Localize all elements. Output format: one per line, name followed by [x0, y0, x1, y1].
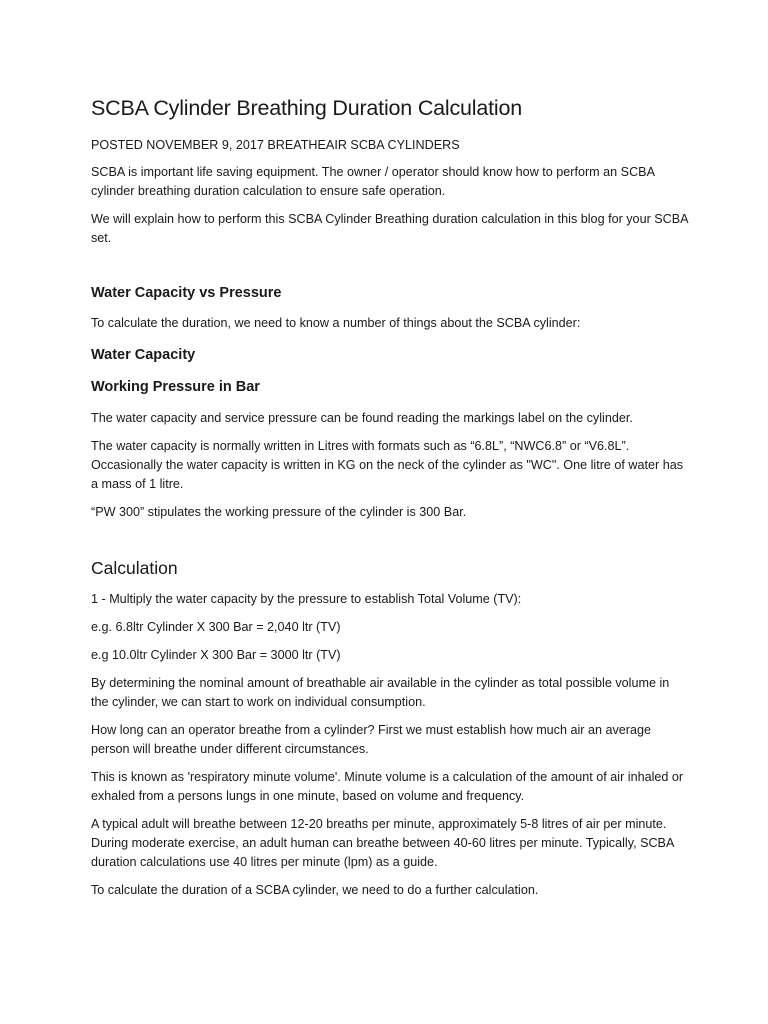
calc-paragraph-1: By determining the nominal amount of breathable air available in the cylinder as total possible volume in the cylinder, we can start to work on individual consumption.: [91, 676, 670, 709]
subheading-working-pressure: Working Pressure in Bar: [91, 379, 260, 395]
intro-paragraph-1: SCBA is important life saving equipment. The owner / operator should know how to perform an SCBA cylinder breathing duration calculation to ensure safe operation.: [91, 165, 655, 198]
intro-paragraph-2: We will explain how to perform this SCBA Cylinder Breathing duration calculation in this blog for your SCBA set.: [91, 212, 688, 245]
section-heading-water-capacity: Water Capacity vs Pressure: [91, 285, 282, 301]
calc-paragraph-3: This is known as 'respiratory minute volume'. Minute volume is a calculation of the amount of air inhaled or exhaled from a persons lungs in one minute, based on volume and frequency.: [91, 770, 684, 803]
post-meta: POSTED NOVEMBER 9, 2017 BREATHEAIR SCBA CYLINDERS: [91, 138, 460, 152]
calc-example-2: e.g 10.0ltr Cylinder X 300 Bar = 3000 ltr (TV): [91, 648, 341, 662]
calc-paragraph-2: How long can an operator breathe from a cylinder? First we must establish how much air an average person will breathe under different circumstances.: [91, 723, 651, 756]
page-title: SCBA Cylinder Breathing Duration Calculation: [91, 96, 522, 120]
calc-paragraph-5: To calculate the duration of a SCBA cylinder, we need to do a further calculation.: [91, 883, 539, 897]
section-heading-calculation: Calculation: [91, 558, 178, 578]
water-paragraph-3: “PW 300” stipulates the working pressure of the cylinder is 300 Bar.: [91, 505, 467, 519]
water-lead-paragraph: To calculate the duration, we need to know a number of things about the SCBA cylinder:: [91, 316, 581, 330]
calc-step-1: 1 - Multiply the water capacity by the pressure to establish Total Volume (TV):: [91, 592, 522, 606]
calc-paragraph-4: A typical adult will breathe between 12-20 breaths per minute, approximately 5-8 litres of air per minute. During moderate exercise, an adult human can breathe between 40-60 litres per minute. Typically, SCBA duration calculations use 40 litres per minute (lpm) as a guide.: [91, 817, 674, 869]
subheading-water-capacity: Water Capacity: [91, 347, 196, 363]
calc-example-1: e.g. 6.8ltr Cylinder X 300 Bar = 2,040 ltr (TV): [91, 620, 341, 634]
water-paragraph-1: The water capacity and service pressure can be found reading the markings label on the cylinder.: [91, 411, 633, 425]
water-paragraph-2: The water capacity is normally written in Litres with formats such as “6.8L”, “NWC6.8” or “V6.8L”. Occasionally the water capacity is written in KG on the neck of the cylinder as "WC". One litre of water has a mass of 1 litre.: [91, 439, 684, 491]
